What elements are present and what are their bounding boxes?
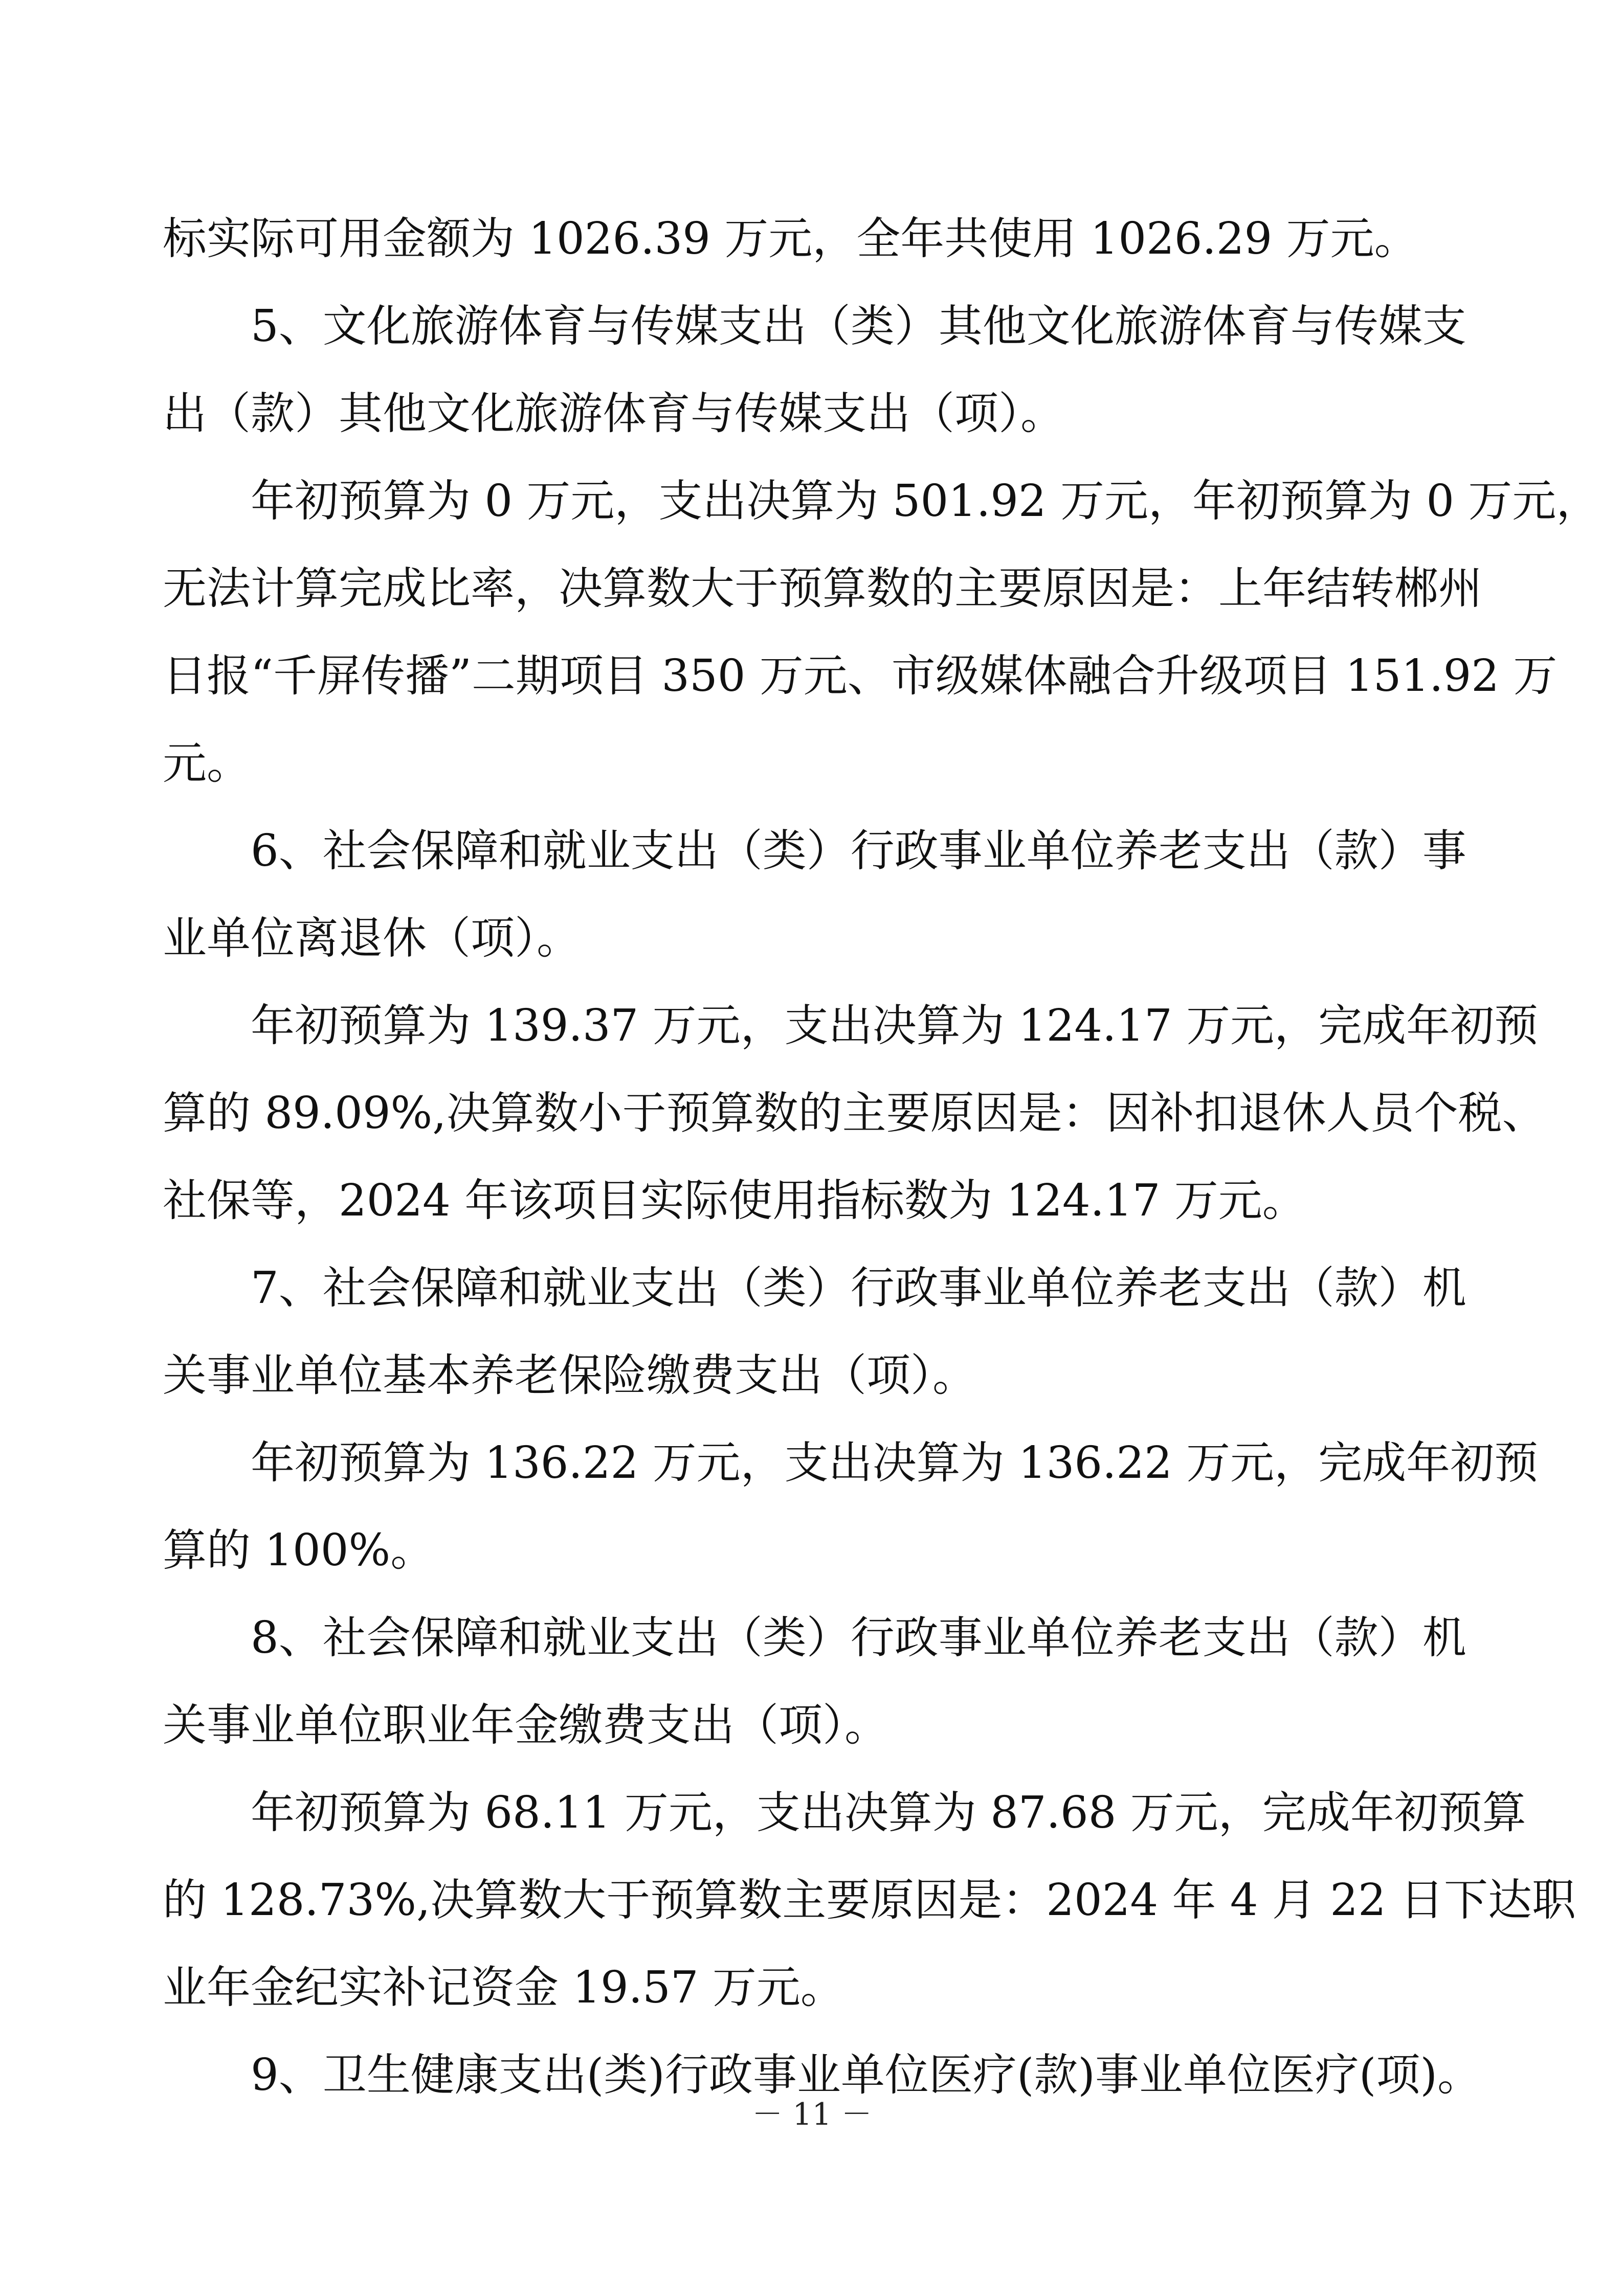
text-line: 算的 100%。 — [163, 1525, 435, 1576]
section-heading-line: 7、社会保障和就业支出（类）行政事业单位养老支出（款）机 — [251, 1263, 1466, 1314]
text-line: 年初预算为 0 万元，支出决算为 501.92 万元，年初预算为 0 万元， — [251, 476, 1600, 527]
text-line: 年初预算为 139.37 万元，支出决算为 124.17 万元，完成年初预 — [251, 1000, 1539, 1051]
text-line: 算的 89.09%,决算数小于预算数的主要原因是：因补扣退休人员个税、 — [163, 1088, 1546, 1139]
section-heading-line: 关事业单位基本养老保险缴费支出（项）。 — [163, 1350, 976, 1401]
page-number: － 11 － — [752, 2097, 872, 2132]
text-line: 年初预算为 68.11 万元，支出决算为 87.68 万元，完成年初预算 — [251, 1787, 1526, 1838]
text-line: 业年金纪实补记资金 19.57 万元。 — [163, 1962, 844, 2013]
section-heading-line: 6、社会保障和就业支出（类）行政事业单位养老支出（款）事 — [251, 825, 1466, 876]
text-line: 社保等，2024 年该项目实际使用指标数为 124.17 万元。 — [163, 1175, 1306, 1226]
section-heading-line: 9、卫生健康支出(类)行政事业单位医疗(款)事业单位医疗(项)。 — [251, 2050, 1482, 2101]
text-line: 日报“千屏传播”二期项目 350 万元、市级媒体融合升级项目 151.92 万 — [163, 650, 1558, 702]
text-line: 年初预算为 136.22 万元，支出决算为 136.22 万元，完成年初预 — [251, 1437, 1539, 1489]
text-line: 无法计算完成比率，决算数大于预算数的主要原因是：上年结转郴州 — [163, 563, 1482, 614]
text-line: 的 128.73%,决算数大于预算数主要原因是：2024 年 4 月 22 日下达职 — [163, 1875, 1576, 1926]
section-heading-line: 5、文化旅游体育与传媒支出（类）其他文化旅游体育与传媒支 — [251, 301, 1466, 352]
body-text — [163, 195, 1600, 2119]
text-line: 标实际可用金额为 1026.39 万元，全年共使用 1026.29 万元。 — [163, 213, 1418, 264]
section-heading-line: 关事业单位职业年金缴费支出（项）。 — [163, 1700, 888, 1751]
section-heading-line: 出（款）其他文化旅游体育与传媒支出（项）。 — [163, 388, 1064, 439]
section-heading-line: 业单位离退休（项）。 — [163, 913, 581, 964]
text-line: 元。 — [163, 738, 251, 789]
section-heading-line: 8、社会保障和就业支出（类）行政事业单位养老支出（款）机 — [251, 1612, 1466, 1663]
